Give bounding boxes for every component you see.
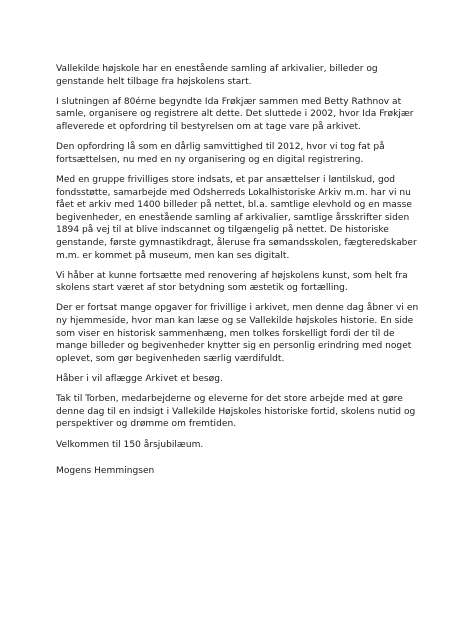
signature: Mogens Hemmingsen <box>56 466 155 477</box>
paragraph-visit <box>56 373 408 386</box>
text-line: Der er fortsat mange opgaver for frivillige i arkivet, men denne dag åbner vi en <box>56 303 419 314</box>
text-line: Velkommen til 150 årsjubilæum. <box>56 439 204 450</box>
text-line: samle, organisere og registrere alt dette. Det sluttede i 2002, hvor Ida Frøkjær <box>56 109 414 120</box>
text-line: Tak til Torben, medarbejderne og eleverne for det store arbejde med at gøre <box>56 394 403 405</box>
paragraph-volunteers <box>56 174 417 262</box>
text-line: begivenheder, en enestående samling af arkivalier, samtlige årsskrifter siden <box>56 212 410 223</box>
paragraph-renovation <box>56 270 408 295</box>
text-line: ny hjemmeside, hvor man kan læse og se Vallekilde højskoles historie. En side <box>56 316 414 327</box>
text-line: fortsættelsen, nu med en ny organisering og en digital registrering. <box>56 154 364 165</box>
text-line: genstande, første gymnastikdragt, åleruse fra sømandsskolen, fægteredskaber <box>56 237 417 248</box>
text-line: Vallekilde højskole har en enestående samling af arkivalier, billeder og <box>56 64 378 74</box>
paragraph-thanks <box>56 393 416 431</box>
text-line: oplevet, som gør begivenheden særlig værdifuldt. <box>56 353 285 364</box>
text-line: fondsstøtte, samarbejde med Odsherreds Lokalhistoriske Arkiv m.m. har vi nu <box>56 187 411 198</box>
text-line: 1894 på vej til at blive indscannet og tilgængelig på nettet. De historiske <box>56 225 389 236</box>
text-line: som viser en historisk sammenhæng, men tolkes forskelligt fordi der til de <box>56 328 395 339</box>
text-line: Den opfordring lå som en dårlig samvittighed til 2012, hvor vi tog fat på <box>56 142 385 153</box>
text-line: mange billeder og begivenheder knytter sig en personlig erindring med noget <box>56 341 412 352</box>
text-line: fået et arkiv med 1400 billeder på nettet, bl.a. samtlige elevhold og en masse <box>56 200 412 211</box>
text-line: afleverede et opfordring til bestyrelsen om at tage vare på arkivet. <box>56 121 361 132</box>
paragraph-intro <box>56 63 408 88</box>
paragraph-opfordring <box>56 141 408 166</box>
text-line: Håber i vil aflægge Arkivet et besøg. <box>56 374 223 385</box>
text-line: I slutningen af 80érne begyndte Ida Frøkjær sammen med Betty Rathnov at <box>56 96 402 107</box>
paragraph-welcome <box>56 439 408 452</box>
paragraph-history <box>56 96 414 134</box>
paragraph-website <box>56 302 419 365</box>
text-line: genstande helt tilbage fra højskolens start. <box>56 76 252 87</box>
text-line: denne dag til en indsigt i Vallekilde Højskoles historiske fortid, skolens nutid og <box>56 406 416 417</box>
text-line: skolens start været af stor betydning som æstetik og fortælling. <box>56 283 348 294</box>
letter-body <box>56 63 419 485</box>
text-line: perspektiver og drømme om fremtiden. <box>56 419 237 430</box>
text-line: m.m. er kommet på museum, men kan ses digitalt. <box>56 250 290 261</box>
text-line: Vi håber at kunne fortsætte med renovering af højskolens kunst, som helt fra <box>56 270 408 281</box>
text-line: Med en gruppe frivilliges store indsats, et par ansættelser i løntilskud, god <box>56 174 396 185</box>
